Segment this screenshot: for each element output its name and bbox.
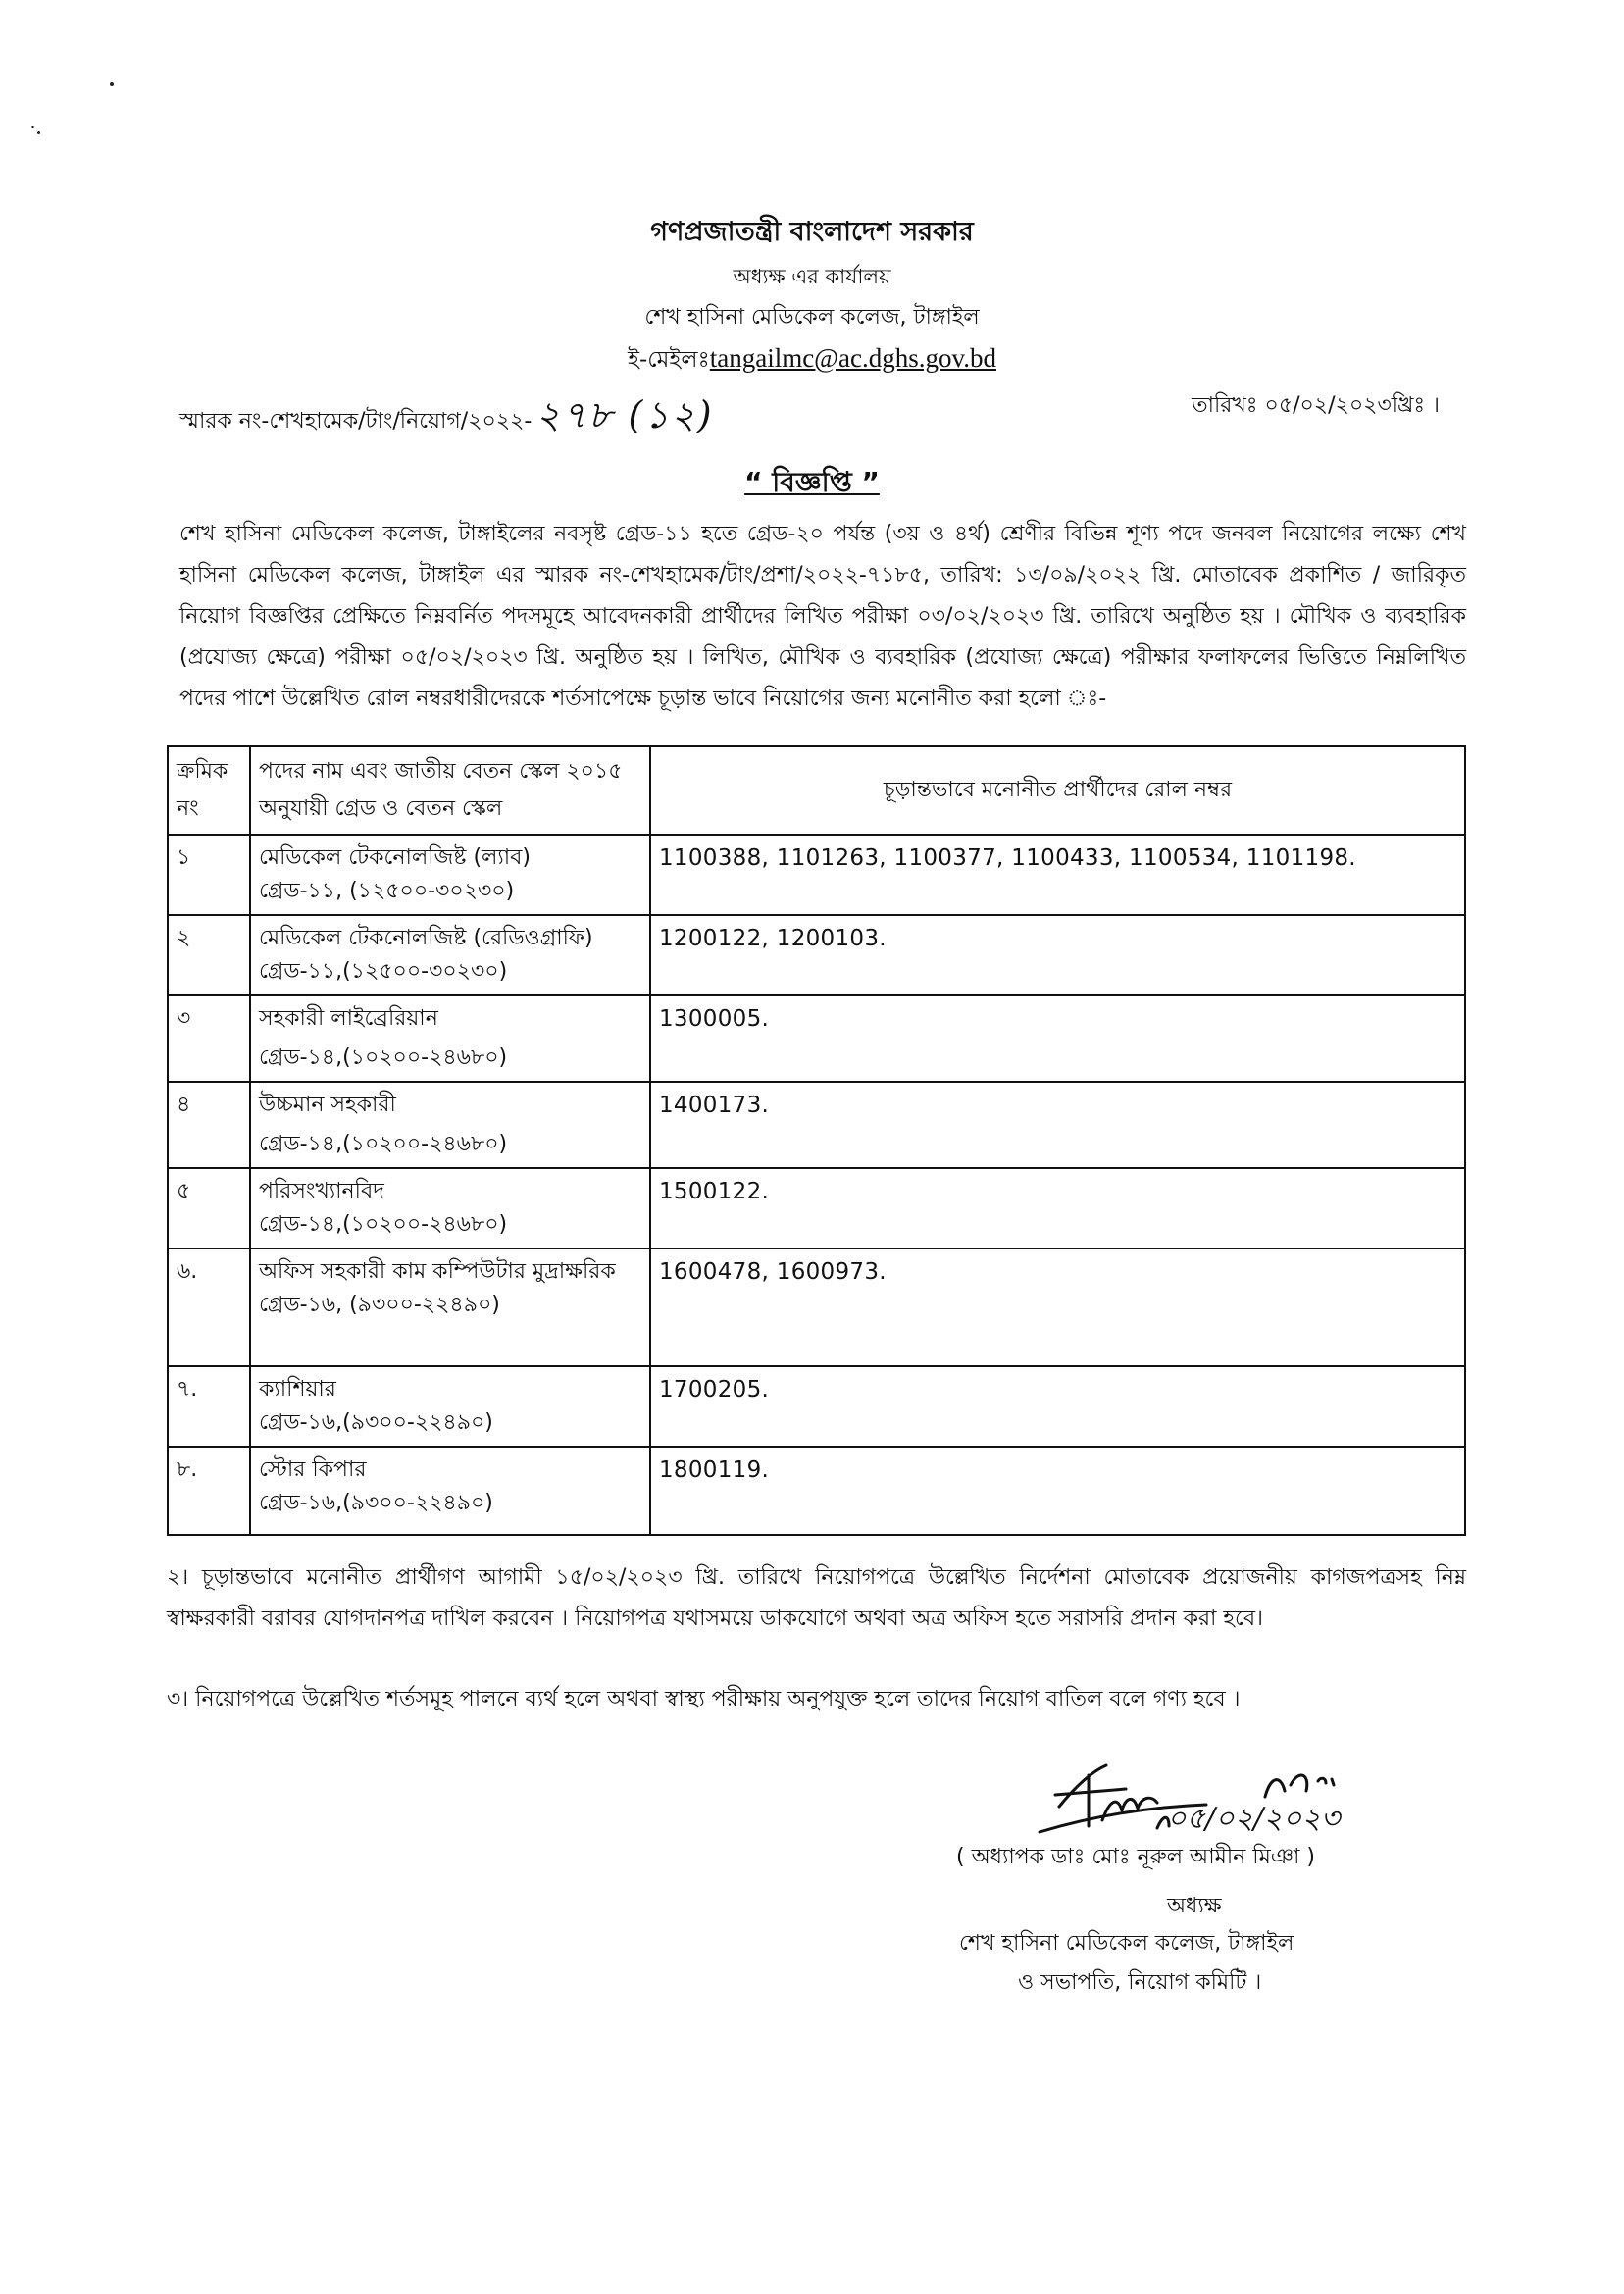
row-post (250, 1168, 650, 1249)
header-serial: ক্রমিক নং (168, 746, 250, 835)
post-grade: গ্রেড-১৪,(১০২০০-২৪৬৮০) (259, 1045, 508, 1070)
post-grade: গ্রেড-১৪,(১০২০০-২৪৬৮০) (259, 1212, 508, 1237)
row-serial: ৬. (168, 1249, 250, 1366)
row-serial: ৩ (168, 995, 250, 1082)
table-row (168, 1168, 1465, 1249)
signatory-role: অধ্যক্ষ (1167, 1894, 1222, 1918)
post-grade: গ্রেড-১১, (১২৫০০-৩০২৩০) (259, 879, 515, 903)
post-grade: গ্রেড-১১,(১২৫০০-৩০২৩০) (259, 959, 508, 984)
selection-table (167, 745, 1466, 1536)
table-row (168, 835, 1465, 915)
row-post (250, 1249, 650, 1366)
college-name: শেখ হাসিনা মেডিকেল কলেজ, টাঙ্গাইল (644, 305, 980, 330)
post-grade: গ্রেড-১৪,(১০২০০-২৪৬৮০) (259, 1132, 508, 1156)
row-rolls: 1600478, 1600973. (650, 1249, 1465, 1366)
government-title: গণপ্রজাতন্ত্রী বাংলাদেশ সরকার (650, 217, 974, 247)
email-label: ই-মেইলঃ (627, 347, 710, 373)
header-rolls: চূড়ান্তভাবে মনোনীত প্রার্থীদের রোল নম্বর (650, 746, 1465, 835)
row-serial: ৮. (168, 1447, 250, 1535)
row-rolls: 1200122, 1200103. (650, 915, 1465, 995)
post-name: মেডিকেল টেকনোলজিষ্ট (রেডিওগ্রাফি) (259, 926, 593, 950)
table-row (168, 1366, 1465, 1447)
post-name: ক্যাশিয়ার (259, 1377, 336, 1402)
row-serial: ৫ (168, 1168, 250, 1249)
instruction-paragraph-2: ২। চূড়ান্তভাবে মনোনীত প্রার্থীগণ আগামী ১৫/০২/২০২৩ খ্রি. তারিখে নিয়োগপত্রে উল্লেখিত নির্দেশনা মোতাবেক প্রয়োজনীয় কাগজপত্রসহ নিম্ন স্বাক্ষরকারী বরাবর যোগদানপত্র দাখিল করবেন । নিয়োগপত্র যথাসময়ে ডাকযোগে অথবা অত্র অফিস হতে সরাসরি প্রদান করা হবে। (167, 1565, 1466, 1631)
table-row (168, 995, 1465, 1082)
table-row (168, 1447, 1465, 1535)
row-rolls: 1700205. (650, 1366, 1465, 1447)
post-name: পরিসংখ্যানবিদ (259, 1179, 384, 1203)
table-header-row (168, 746, 1465, 835)
row-serial: ৭. (168, 1366, 250, 1447)
post-grade: গ্রেড-১৬,(৯৩০০-২২৪৯০) (259, 1410, 493, 1435)
table-row (168, 1249, 1465, 1366)
row-rolls: 1400173. (650, 1082, 1465, 1168)
memo-number (179, 386, 714, 449)
table-row (168, 1082, 1465, 1168)
handwritten-signature (1020, 1746, 1412, 1844)
memo-date: তারিখঃ ০৫/০২/২০২৩খ্রিঃ । (1192, 393, 1440, 418)
instruction-paragraph-3: ৩। নিয়োগপত্রে উল্লেখিত শর্তসমূহ পালনে ব্যর্থ হলে অথবা স্বাস্থ্য পরীক্ষায় অনুপযুক্ত হলে তাদের নিয়োগ বাতিল বলে গণ্য হবে । (167, 1687, 1241, 1711)
post-grade: গ্রেড-১৬,(৯৩০০-২২৪৯০) (259, 1491, 493, 1515)
signature-date: ০৫/০২/২০২৩ (1167, 1802, 1341, 1836)
row-post (250, 835, 650, 915)
row-rolls: 1800119. (650, 1447, 1465, 1535)
row-post (250, 1366, 650, 1447)
post-name: অফিস সহকারী কাম কম্পিউটার মুদ্রাক্ষরিক (259, 1259, 616, 1284)
scan-speck (110, 82, 114, 86)
row-serial: ৪ (168, 1082, 250, 1168)
row-serial: ২ (168, 915, 250, 995)
row-post (250, 995, 650, 1082)
memo-handwritten-number: ২৭৮ (১২) (535, 393, 714, 436)
row-post (250, 1447, 650, 1535)
email-link[interactable]: tangailmc@ac.dghs.gov.bd (709, 343, 997, 373)
signatory-name: ( অধ্যাপক ডাঃ মোঃ নূরুল আমীন মিঞা ) (956, 1845, 1315, 1869)
office-name: অধ্যক্ষ এর কার্যালয় (733, 265, 891, 288)
body-paragraph: শেখ হাসিনা মেডিকেল কলেজ, টাঙ্গাইলের নবসৃষ্ট গ্রেড-১১ হতে গ্রেড-২০ পর্যন্ত (৩য় ও ৪র্থ) শ্রেণীর বিভিন্ন শূণ্য পদে জনবল নিয়োগের লক্ষ্যে শেখ হাসিনা মেডিকেল কলেজ, টাঙ্গাইল এর স্মারক নং-শেখহামেক/টাং/প্রশা/২০২২-৭১৮৫, তারিখ: ১৩/০৯/২০২২ খ্রি. মোতাবেক প্রকাশিত / জারিকৃত নিয়োগ বিজ্ঞপ্তির প্রেক্ষিতে নিম্নবর্নিত পদসমূহে আবেদনকারী প্রার্থীদের লিখিত পরীক্ষা ০৩/০২/২০২৩ খ্রি. তারিখে অনুষ্ঠিত হয় । মৌখিক ও ব্যবহারিক (প্রযোজ্য ক্ষেত্রে) পরীক্ষা ০৫/০২/২০২৩ খ্রি. অনুষ্ঠিত হয় । লিখিত, মৌখিক ও ব্যবহারিক (প্রযোজ্য ক্ষেত্রে) পরীক্ষার ফলাফলের ভিত্তিতে নিম্নলিখিত পদের পাশে উল্লেখিত রোল নম্বরধারীদেরকে শর্তসাপেক্ষে চূড়ান্ত ভাবে নিয়োগের জন্য মনোনীত করা হলো ঃ- (179, 522, 1466, 711)
post-name: স্টোর কিপার (259, 1457, 367, 1482)
signatory-committee: ও সভাপতি, নিয়োগ কমিটি । (1018, 1970, 1262, 1995)
row-post (250, 1082, 650, 1168)
row-rolls: 1100388, 1101263, 1100377, 1100433, 1100534, 1101198. (650, 835, 1465, 915)
row-rolls: 1500122. (650, 1168, 1465, 1249)
notice-title (0, 461, 1624, 507)
post-grade: গ্রেড-১৬, (৯৩০০-২২৪৯০) (259, 1293, 500, 1317)
row-serial: ১ (168, 835, 250, 915)
row-rolls: 1300005. (650, 995, 1465, 1082)
memo-prefix: স্মারক নং-শেখহামেক/টাং/নিয়োগ/২০২২- (179, 409, 533, 433)
post-name: মেডিকেল টেকনোলজিষ্ট (ল্যাব) (259, 845, 532, 870)
email-row (0, 341, 1624, 380)
row-post (250, 915, 650, 995)
scan-speck (31, 126, 34, 128)
scan-speck (37, 131, 40, 134)
signatory-college: শেখ হাসিনা মেডিকেল কলেজ, টাঙ্গাইল (959, 1931, 1294, 1956)
notice-title-text: “ বিজ্ঞপ্তি ” (744, 466, 880, 498)
post-name: উচ্চমান সহকারী (259, 1093, 396, 1117)
post-name: সহকারী লাইব্রেরিয়ান (259, 1006, 438, 1031)
header-post: পদের নাম এবং জাতীয় বেতন স্কেল ২০১৫ অনুযায়ী গ্রেড ও বেতন স্কেল (250, 746, 650, 835)
table-row (168, 915, 1465, 995)
